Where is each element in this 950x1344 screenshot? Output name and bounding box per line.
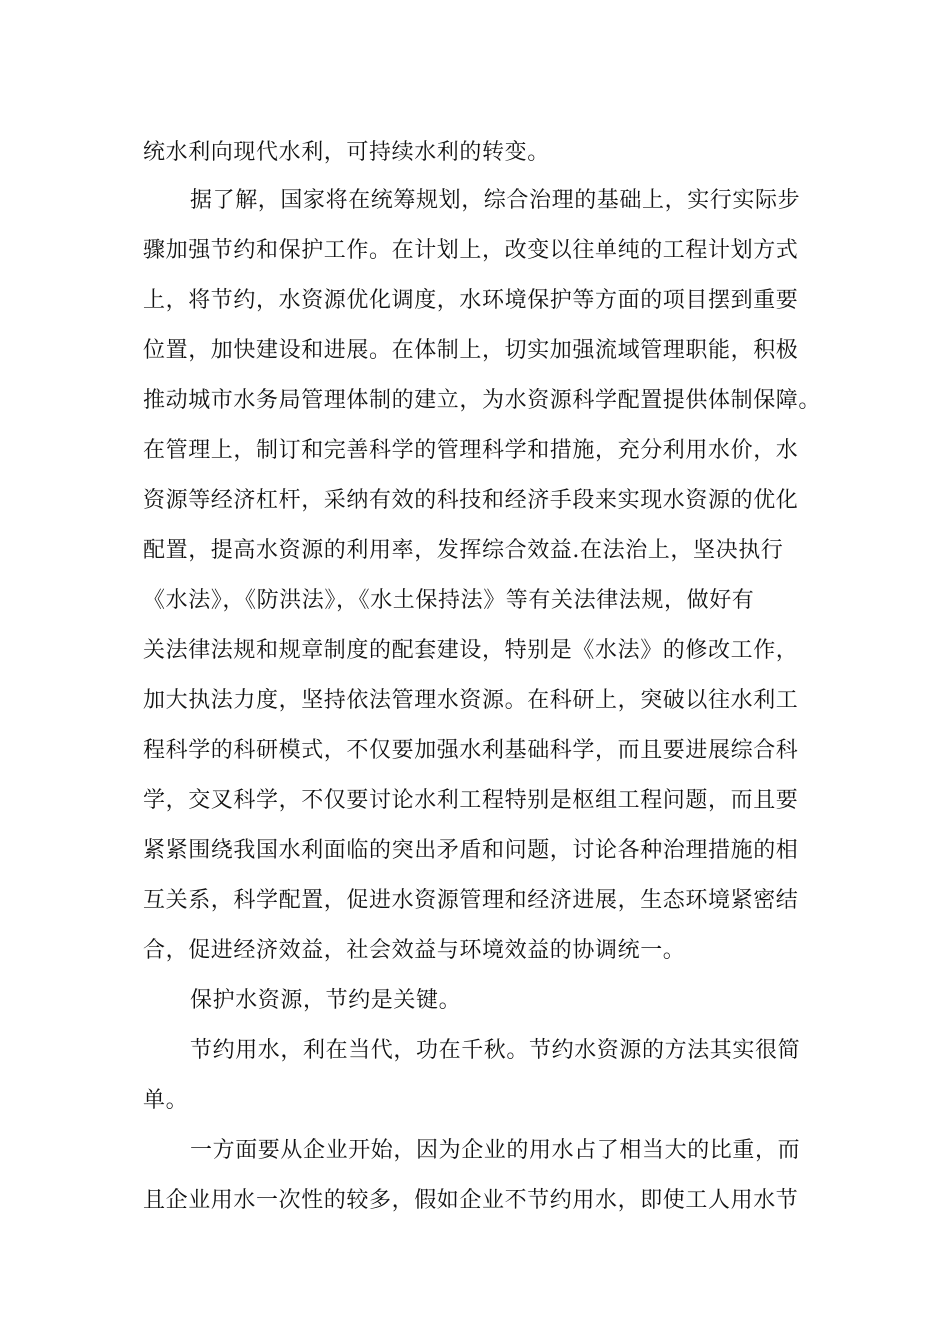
text-line: 《水法》，《防洪法》，《水土保持法》等有关法律法规，做好有 xyxy=(143,588,755,613)
text-line: 在管理上，制订和完善科学的管理科学和措施，充分利用水价，水 xyxy=(143,438,799,463)
text-line: 推动城市水务局管理体制的建立，为水资源科学配置提供体制保障。 xyxy=(143,388,822,413)
text-line: 且企业用水一次性的较多，假如企业不节约用水，即使工人用水节 xyxy=(143,1188,799,1213)
text-line: 位置，加快建设和进展。在体制上，切实加强流域管理职能，积极 xyxy=(143,338,799,363)
text-line: 加大执法力度，坚持依法管理水资源。在科研上，突破以往水利工 xyxy=(143,688,799,713)
text-line: 合，促进经济效益，社会效益与环境效益的协调统一。 xyxy=(143,938,686,963)
text-line: 学，交叉科学，不仅要讨论水利工程特别是枢组工程问题，而且要 xyxy=(143,788,799,813)
text-line: 互关系，科学配置，促进水资源管理和经济进展，生态环境紧密结 xyxy=(143,888,799,913)
text-line: 上，将节约，水资源优化调度，水环境保护等方面的项目摆到重要 xyxy=(143,288,799,313)
text-line: 骤加强节约和保护工作。在计划上，改变以往单纯的工程计划方式 xyxy=(143,238,799,263)
text-line: 节约用水，利在当代，功在千秋。节约水资源的方法其实很简 xyxy=(190,1038,801,1063)
text-line: 配置，提高水资源的利用率，发挥综合效益.在法治上，坚决执行 xyxy=(143,538,784,563)
text-line: 资源等经济杠杆，采纳有效的科技和经济手段来实现水资源的优化 xyxy=(143,488,799,513)
text-line: 紧紧围绕我国水利面临的突出矛盾和问题，讨论各种治理措施的相 xyxy=(143,838,799,863)
text-line: 保护水资源，节约是关键。 xyxy=(190,988,462,1013)
text-line: 统水利向现代水利，可持续水利的转变。 xyxy=(143,140,550,165)
text-line: 一方面要从企业开始，因为企业的用水占了相当大的比重，而 xyxy=(190,1138,801,1163)
text-line: 单。 xyxy=(143,1088,189,1113)
text-line: 关法律法规和规章制度的配套建设，特别是《水法》的修改工作， xyxy=(143,638,799,663)
text-line: 据了解，国家将在统筹规划，综合治理的基础上，实行实际步 xyxy=(190,188,801,213)
text-line: 程科学的科研模式，不仅要加强水利基础科学，而且要进展综合科 xyxy=(143,738,799,763)
